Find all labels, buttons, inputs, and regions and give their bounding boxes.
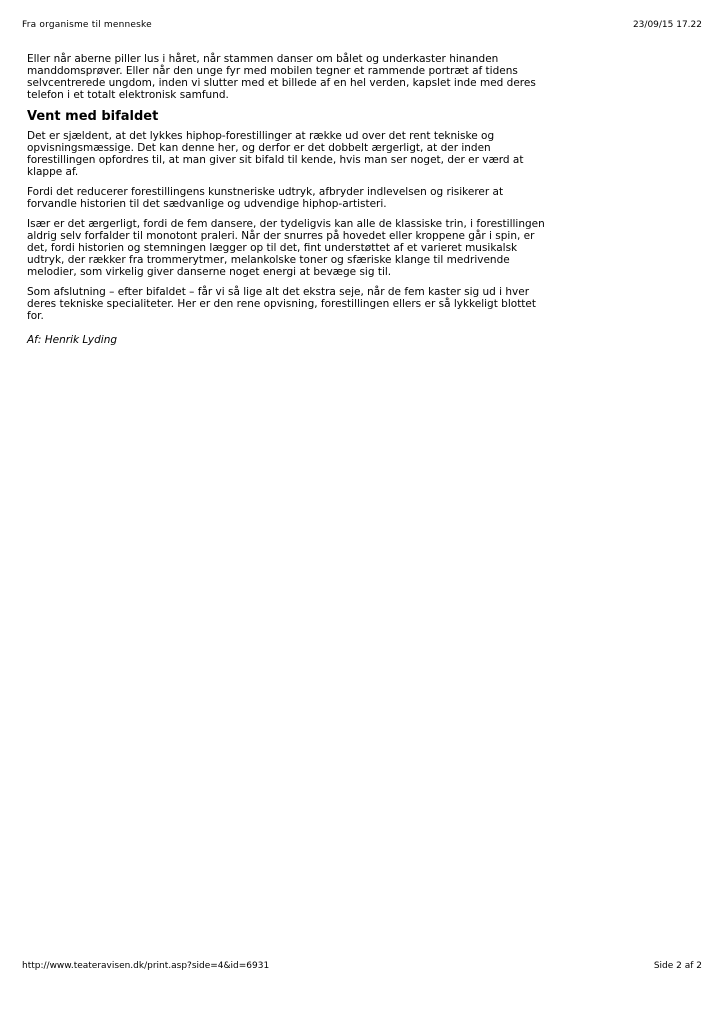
article-body (27, 53, 547, 354)
article-paragraph: Det er sjældent, at det lykkes hiphop-forestillinger at række ud over det rent tekniske og opvisningsmæssige. Det kan denne her, og derfor er det dobbelt ærgerligt, at der inden forestillingen opfordres til, at man giver sit bifald til kende, hvis man ser noget, der er værd at klappe af. (27, 130, 524, 178)
intro-paragraph: Eller når aberne piller lus i håret, når stammen danser om bålet og underkaster hinanden manddomsprøver. Eller når den unge fyr med mobilen tegner et rammende portræt af tidens selvcentrerede ungdom, inden vi slutter med et billede af en hel verden, kapslet inde med deres telefon i et totalt elektronisk samfund. (27, 53, 536, 101)
print-header-title: Fra organisme til menneske (22, 20, 152, 30)
byline: Af: Henrik Lyding (27, 334, 118, 346)
print-header-datetime: 23/09/15 17.22 (632, 20, 702, 30)
print-footer-url: http://www.teateravisen.dk/print.asp?side=4&id=6931 (22, 961, 270, 971)
print-footer-page-number: Side 2 af 2 (653, 961, 702, 971)
section-heading: Vent med bifaldet (27, 109, 159, 124)
article-paragraph: Især er det ærgerligt, fordi de fem dansere, der tydeligvis kan alle de klassiske trin, i forestillingen aldrig selv forfalder til monotont praleri. Når der snurres på hovedet eller kroppene går i spin, er det, fordi historien og stemningen lægger op til det, fint understøttet af et varieret musikalsk udtryk, der rækker fra trommerytmer, melankolske toner og sfæriske klange til medrivende melodier, som virkelig giver danserne noget energi at bevæge sig til. (27, 218, 545, 278)
article-paragraph: Fordi det reducerer forestillingens kunstneriske udtryk, afbryder indlevelsen og risikerer at forvandle historien til det sædvanlige og udvendige hiphop-artisteri. (27, 186, 504, 210)
article-paragraph: Som afslutning – efter bifaldet – får vi så lige alt det ekstra seje, når de fem kaster sig ud i hver deres tekniske specialiteter. Her er den rene opvisning, forestillingen ellers er så lykkeligt blottet for. (27, 286, 536, 322)
